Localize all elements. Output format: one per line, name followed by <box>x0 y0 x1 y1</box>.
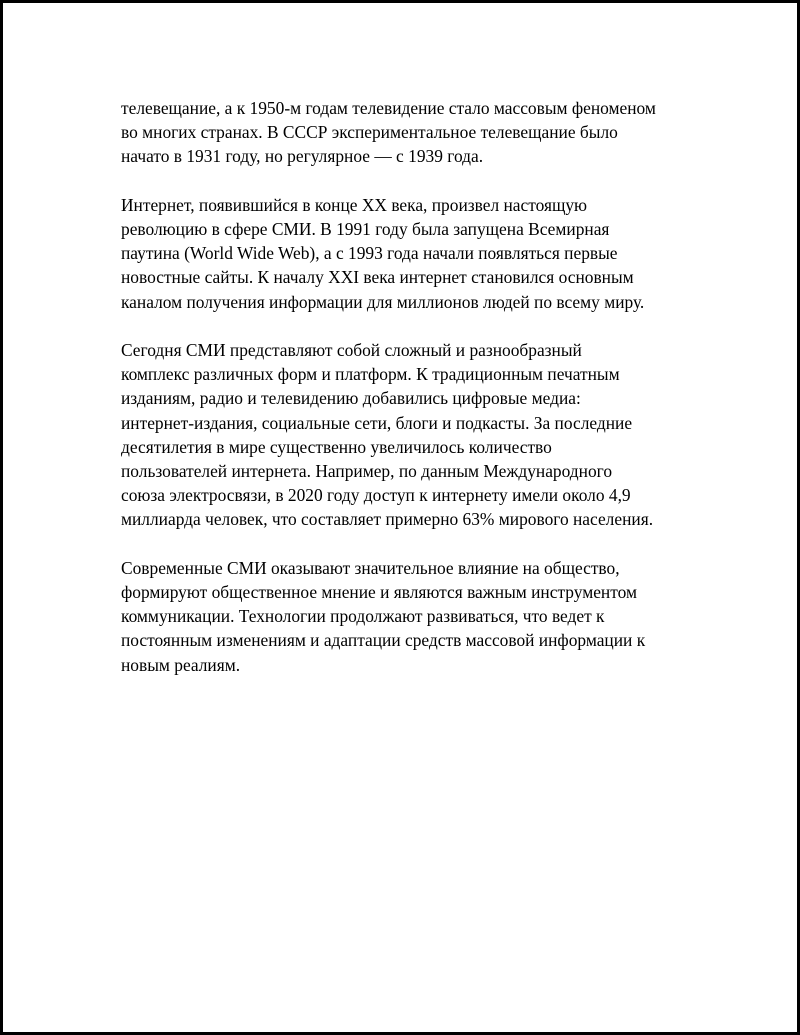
text-line: десятилетия в мире существенно увеличилось количество <box>121 436 552 457</box>
text-line: во многих странах. В СССР экспериментальное телевещание было <box>121 122 618 143</box>
text-line: Интернет, появившийся в конце XX века, произвел настоящую <box>121 194 588 215</box>
text-line: революцию в сфере СМИ. В 1991 году была запущена Всемирная <box>121 219 610 239</box>
text-line: пользователей интернета. Например, по данным Международного <box>121 461 613 482</box>
paragraph-television <box>121 96 711 169</box>
text-line: изданиям, радио и телевидению добавились цифровые медиа: <box>121 388 581 409</box>
text-line: интернет-издания, социальные сети, блоги и подкасты. За последние <box>121 412 633 433</box>
text-line: каналом получения информации для миллионов людей по всему миру. <box>121 291 645 312</box>
text-line: миллиарда человек, что составляет примерно 63% мирового населения. <box>121 509 654 530</box>
text-line: Современные СМИ оказывают значительное влияние на общество, <box>121 557 620 578</box>
text-line: паутина (World Wide Web), а с 1993 года начали появляться первые <box>121 243 618 264</box>
paragraph-internet <box>121 193 711 314</box>
text-line: постоянным изменениям и адаптации средств массовой информации к <box>121 630 646 651</box>
text-line: новым реалиям. <box>121 654 241 675</box>
text-line: Сегодня СМИ представляют собой сложный и разнообразный <box>121 340 582 360</box>
text-line: новостные сайты. К началу XXI века интернет становился основным <box>121 267 634 288</box>
text-line: формируют общественное мнение и являются важным инструментом <box>121 582 637 603</box>
text-line: коммуникации. Технологии продолжают развиваться, что ведет к <box>121 606 605 627</box>
text-line: телевещание, а к 1950-м годам телевидение стало массовым феноменом <box>121 98 656 118</box>
paragraph-modern-media <box>121 338 711 532</box>
paragraph-conclusion <box>121 556 711 677</box>
text-line: комплекс различных форм и платформ. К традиционным печатным <box>121 364 620 385</box>
document-body <box>121 96 711 677</box>
text-line: начато в 1931 году, но регулярное — с 1939 года. <box>121 146 484 167</box>
text-line: союза электросвязи, в 2020 году доступ к интернету имели около 4,9 <box>121 485 631 506</box>
